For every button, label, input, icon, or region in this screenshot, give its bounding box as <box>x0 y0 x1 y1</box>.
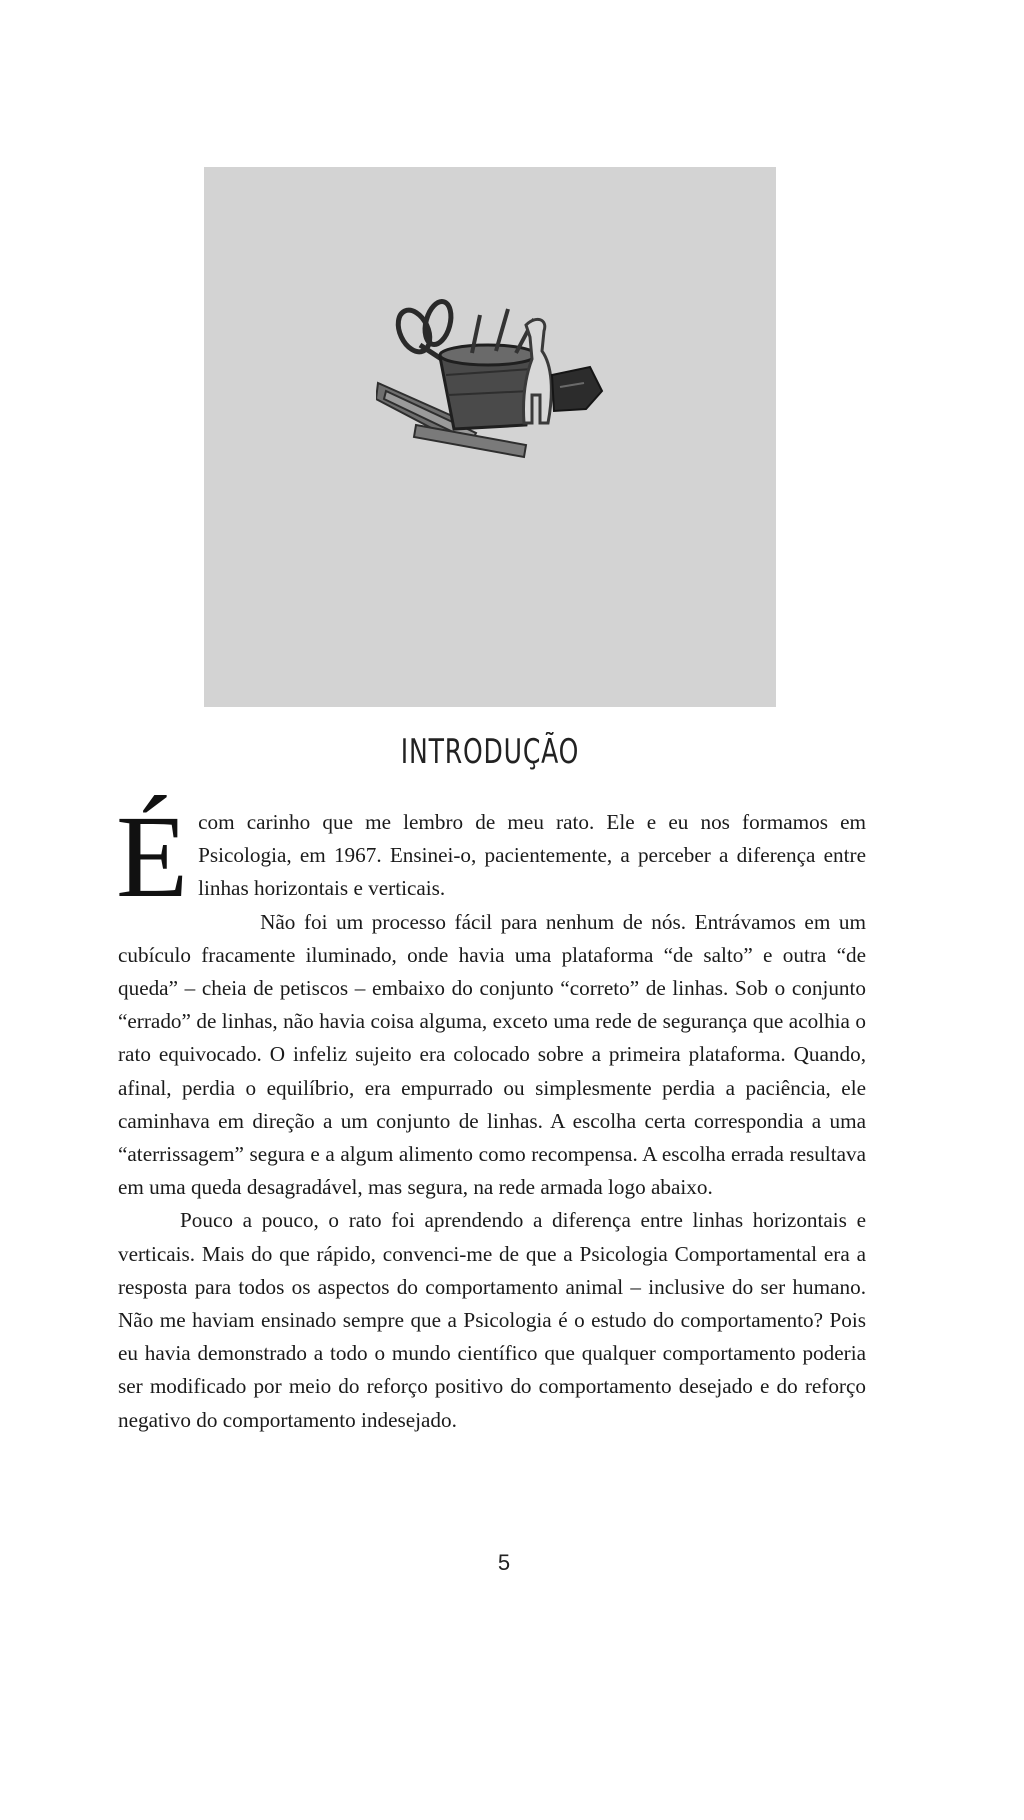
page-number: 5 <box>497 1550 511 1575</box>
paragraph-1-text: com carinho que me lembro de meu rato. Ele e eu nos formamos em Psicologia, em 1967. Ensinei-o, pacientemente, a perceber a diferença entre linhas horizontais e verticais. <box>198 810 866 901</box>
chapter-title: INTRODUÇÃO <box>400 732 580 772</box>
drop-cap: É <box>116 791 189 922</box>
paragraph-1 <box>116 791 866 922</box>
paragraph-2: Não foi um processo fácil para nenhum de nós. Entrávamos em um cubículo fracamente iluminado, onde havia uma plataforma “de salto” e outra “de queda” – cheia de petiscos – embaixo do conjunto “correto” de linhas. Sob o conjunto “errado” de linhas, não havia coisa alguma, exceto uma rede de segurança que acolhia o rato equivocado. O infeliz sujeito era colocado sobre a primeira plataforma. Quando, afinal, perdia o equilíbrio, era empurrado ou simplesmente perdia a paciência, ele caminhava em direção a um conjunto de linhas. A escolha certa correspondia a uma “aterrissagem” segura e a algum alimento como recompensa. A escolha errada resultava em uma queda desagradável, mas segura, na rede armada logo abaixo. <box>118 909 866 1200</box>
body-text <box>116 791 866 1437</box>
chapter-header-box <box>204 167 776 772</box>
basket-of-tools-icon <box>376 295 604 465</box>
paragraph-3: Pouco a pouco, o rato foi aprendendo a diferença entre linhas horizontais e verticais. Mais do que rápido, convenci-me de que a Psicologia Comportamental era a resposta para todos os aspectos do comportamento animal – inclusive do ser humano. Não me haviam ensinado sempre que a Psicologia é o estudo do comportamento? Pois eu havia demonstrado a todo o mundo científico que qualquer comportamento poderia ser modificado por meio do reforço positivo do comportamento desejado e do reforço negativo do comportamento indesejado. <box>118 1208 866 1432</box>
